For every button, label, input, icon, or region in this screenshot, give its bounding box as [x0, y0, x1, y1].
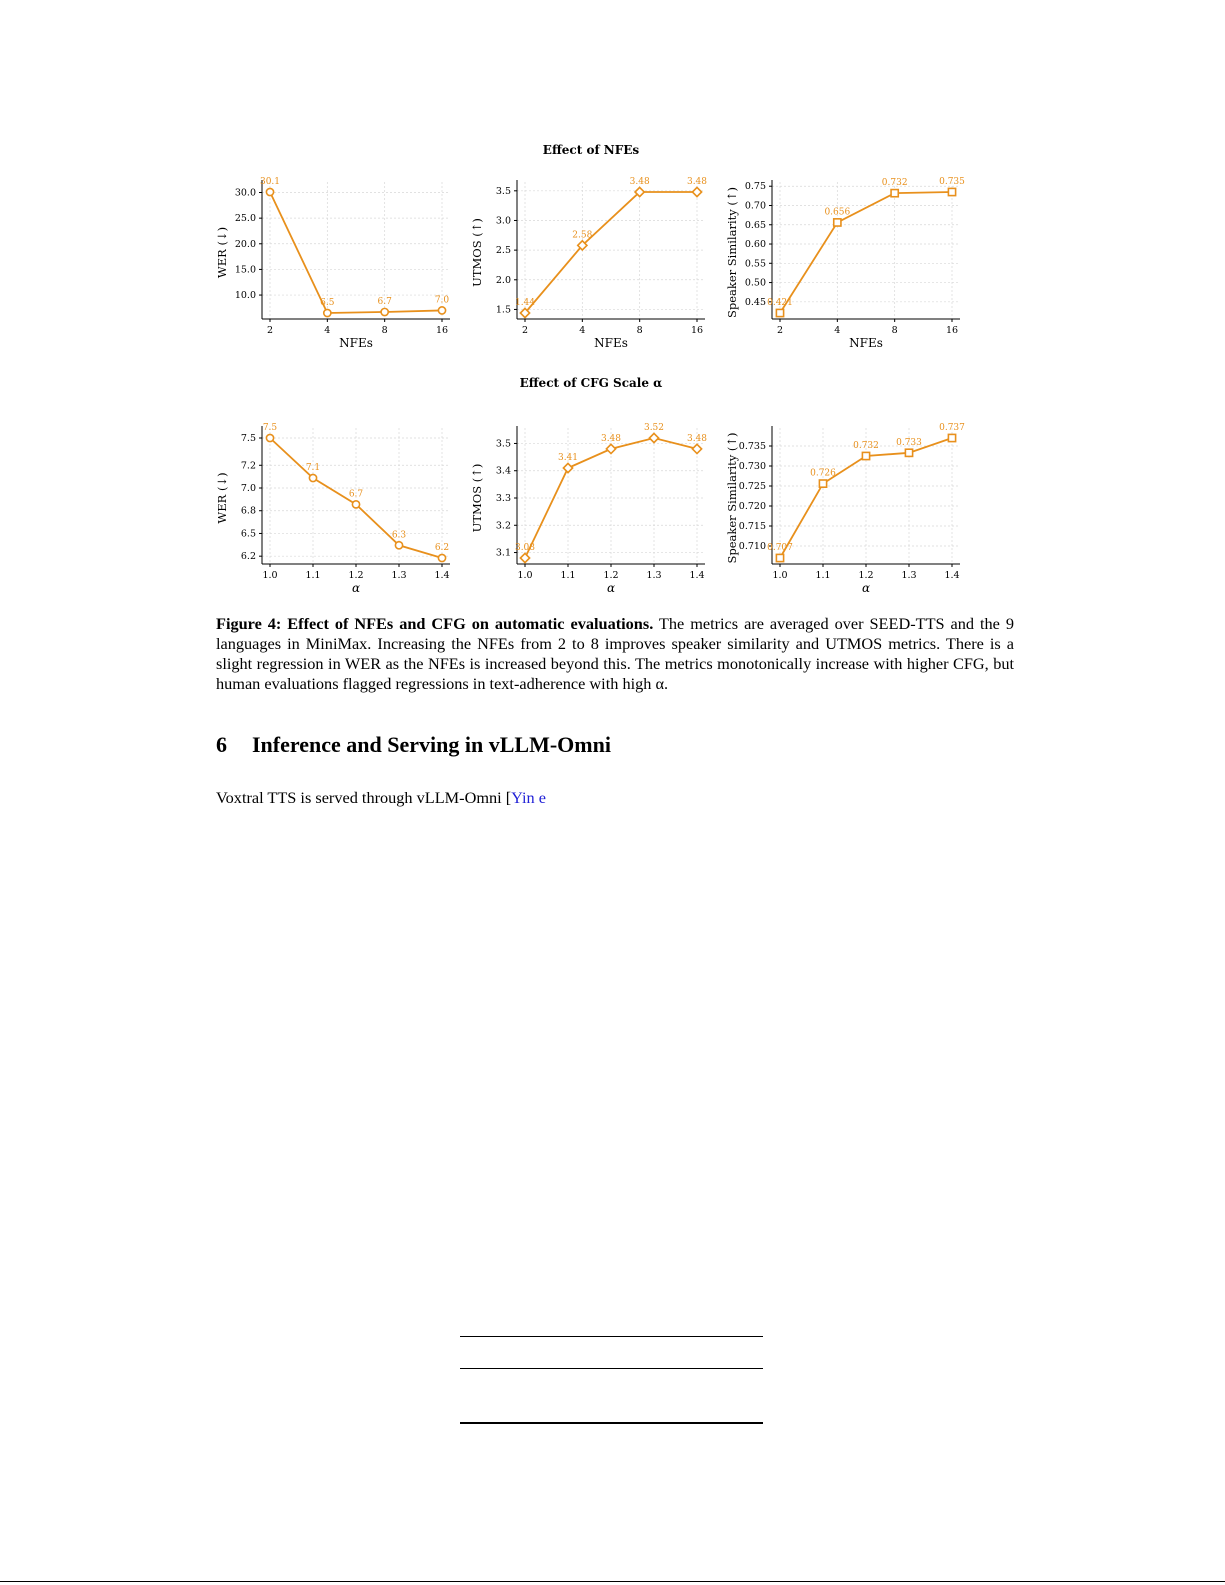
x-axis-label: NFEs	[594, 336, 628, 350]
x-tick-label: 1.3	[646, 570, 662, 581]
nfe-wer-chart	[200, 165, 470, 365]
y-tick-label: 0.735	[738, 441, 766, 452]
data-label: 0.421	[767, 298, 793, 308]
y-tick-label: 10.0	[234, 290, 256, 302]
data-point	[381, 308, 388, 315]
body-text: Voxtral TTS is served through vLLM-Omni [	[216, 788, 512, 807]
x-tick-label: 1.4	[944, 570, 960, 581]
y-tick-label: 7.0	[240, 483, 256, 494]
data-point	[905, 449, 912, 456]
data-label: 0.707	[767, 543, 793, 553]
series-line	[525, 192, 697, 313]
x-tick-label: 1.4	[434, 570, 450, 581]
data-label: 0.735	[939, 177, 965, 187]
x-tick-label: 2	[776, 325, 784, 336]
figure-caption	[216, 614, 1014, 694]
nfe-speaker-similarity-chart	[710, 165, 980, 365]
x-tick-label: 1.2	[858, 570, 874, 581]
data-label: 7.0	[434, 295, 450, 306]
x-tick-label: 2	[521, 325, 529, 336]
y-axis-label: WER (↓)	[215, 472, 229, 524]
data-point	[606, 444, 615, 453]
x-axis-label: α	[351, 581, 361, 595]
data-label: 0.732	[881, 178, 908, 189]
y-axis-label: Speaker Similarity (↑)	[725, 432, 739, 564]
y-axis-label: UTMOS (↑)	[470, 463, 484, 533]
data-point	[948, 434, 955, 441]
y-axis-label: WER (↓)	[215, 226, 229, 279]
data-point	[649, 433, 658, 442]
data-label: 3.52	[643, 423, 665, 433]
data-point	[948, 188, 955, 195]
table-bottom-rule	[460, 1422, 763, 1424]
x-tick-label: 8	[381, 325, 388, 336]
data-label: 0.733	[896, 437, 922, 448]
data-point	[266, 434, 273, 441]
x-tick-label: 1.3	[391, 570, 407, 581]
x-tick-label: 1.0	[262, 570, 278, 581]
data-label: 3.41	[557, 453, 579, 463]
y-tick-label: 0.60	[744, 239, 766, 251]
data-label: 6.7	[348, 489, 364, 500]
data-point	[776, 554, 783, 561]
citation-link[interactable]: Yin e	[511, 788, 546, 807]
x-tick-label: 1.1	[305, 570, 321, 581]
data-point	[776, 309, 783, 316]
y-axis-label: Speaker Similarity (↑)	[725, 186, 739, 319]
caption-lead: Figure 4: Effect of NFEs and CFG on automatic evaluations.	[216, 614, 654, 633]
data-point	[324, 309, 331, 316]
data-label: 30.1	[259, 177, 281, 187]
data-point	[309, 474, 316, 481]
y-tick-label: 0.720	[738, 501, 766, 512]
y-tick-label: 6.2	[240, 551, 256, 563]
y-axis-label: UTMOS (↑)	[470, 218, 484, 287]
y-tick-label: 3.3	[495, 493, 511, 504]
y-tick-label: 25.0	[234, 213, 256, 225]
cfg-row-title: Effect of CFG Scale α	[519, 376, 663, 390]
y-tick-label: 30.0	[234, 187, 256, 199]
data-label: 3.08	[514, 543, 536, 553]
data-point	[819, 480, 826, 487]
y-tick-label: 0.50	[744, 277, 766, 289]
y-tick-label: 0.70	[744, 200, 766, 212]
data-label: 3.48	[600, 433, 622, 444]
data-point	[352, 501, 359, 508]
data-point	[395, 542, 402, 549]
y-tick-label: 2.5	[495, 245, 511, 257]
data-point	[891, 190, 898, 197]
y-tick-label: 3.1	[495, 547, 511, 559]
section-title: Inference and Serving in vLLM-Omni	[252, 732, 611, 757]
x-axis-label: NFEs	[339, 336, 373, 350]
x-axis-label: NFEs	[849, 336, 883, 350]
y-tick-label: 3.5	[495, 185, 511, 197]
y-tick-label: 0.710	[738, 541, 766, 552]
x-tick-label: 4	[834, 325, 841, 336]
x-tick-label: 8	[636, 325, 643, 336]
y-tick-label: 6.5	[240, 528, 256, 540]
y-tick-label: 3.5	[495, 438, 511, 450]
y-tick-label: 7.5	[240, 433, 256, 444]
y-tick-label: 0.730	[738, 461, 766, 472]
table-top-rule	[460, 1336, 763, 1337]
data-label: 3.48	[686, 177, 708, 187]
y-tick-label: 0.725	[738, 481, 766, 492]
table-mid-rule	[460, 1368, 763, 1369]
data-point	[834, 219, 841, 226]
y-tick-label: 15.0	[234, 264, 256, 276]
x-tick-label: 16	[435, 325, 449, 336]
data-point	[563, 463, 572, 472]
x-tick-label: 1.4	[689, 570, 705, 581]
data-label: 7.1	[305, 463, 321, 473]
x-axis-label: α	[861, 581, 871, 595]
x-tick-label: 1.2	[348, 570, 364, 581]
data-label: 0.732	[853, 441, 879, 451]
data-point	[520, 553, 529, 562]
data-point	[862, 452, 869, 459]
data-point	[692, 187, 701, 196]
data-point	[692, 444, 701, 453]
y-tick-label: 1.5	[495, 304, 511, 316]
section-heading	[216, 732, 611, 758]
cfg-speaker-similarity-chart	[710, 410, 980, 610]
data-point	[438, 307, 445, 314]
y-tick-label: 6.8	[240, 505, 256, 517]
data-label: 7.5	[262, 423, 278, 433]
y-tick-label: 3.2	[495, 520, 511, 532]
data-point	[438, 554, 445, 561]
y-tick-label: 0.715	[738, 521, 766, 532]
data-label: 6.3	[391, 530, 407, 541]
y-tick-label: 0.45	[744, 296, 766, 308]
x-tick-label: 1.0	[517, 570, 533, 581]
page-bottom-rule	[0, 1581, 1225, 1582]
x-axis-label: α	[606, 581, 616, 595]
y-tick-label: 0.65	[744, 219, 766, 231]
x-tick-label: 16	[945, 325, 959, 336]
data-label: 3.48	[629, 177, 650, 187]
data-label: 2.58	[572, 230, 593, 241]
x-tick-label: 1.1	[560, 570, 576, 581]
y-tick-label: 2.0	[495, 274, 511, 286]
y-tick-label: 3.4	[495, 465, 511, 477]
x-tick-label: 16	[690, 325, 704, 336]
body-paragraph	[216, 788, 546, 808]
section-number: 6	[216, 732, 227, 757]
cfg-utmos-chart	[455, 410, 725, 610]
data-label: 0.726	[810, 468, 836, 479]
y-tick-label: 3.0	[495, 215, 511, 227]
y-tick-label: 7.2	[240, 460, 256, 472]
x-tick-label: 2	[266, 325, 274, 336]
nfe-utmos-chart	[455, 165, 725, 365]
x-tick-label: 1.0	[772, 570, 788, 581]
data-label: 1.44	[514, 298, 536, 308]
caption-text: The metrics are averaged over SEED-TTS and the 9 languages in MiniMax. Increasing the NFEs from 2 to 8 improves speaker similarity and UTMOS metrics. There is a slight regression in WER as the NFEs is increased beyond this. The metrics monotonically increase with higher CFG, but human evaluations flagged regressions in text-adherence with high α.	[216, 614, 1014, 693]
series-line	[780, 192, 952, 313]
data-point	[266, 188, 273, 195]
data-label: 6.7	[377, 296, 392, 307]
data-label: 6.2	[434, 543, 450, 553]
x-tick-label: 1.2	[603, 570, 619, 581]
y-tick-label: 20.0	[234, 238, 256, 250]
x-tick-label: 8	[891, 325, 898, 336]
x-tick-label: 4	[579, 325, 586, 336]
x-tick-label: 1.1	[815, 570, 831, 581]
y-tick-label: 0.75	[744, 181, 766, 193]
y-tick-label: 0.55	[744, 258, 766, 270]
data-label: 0.737	[939, 423, 965, 433]
data-label: 6.5	[320, 298, 335, 308]
data-label: 3.48	[686, 433, 708, 444]
x-tick-label: 1.3	[901, 570, 917, 581]
data-label: 0.656	[824, 207, 851, 218]
nfe-row-title: Effect of NFEs	[542, 143, 640, 157]
cfg-wer-chart	[200, 410, 470, 610]
x-tick-label: 4	[324, 325, 331, 336]
